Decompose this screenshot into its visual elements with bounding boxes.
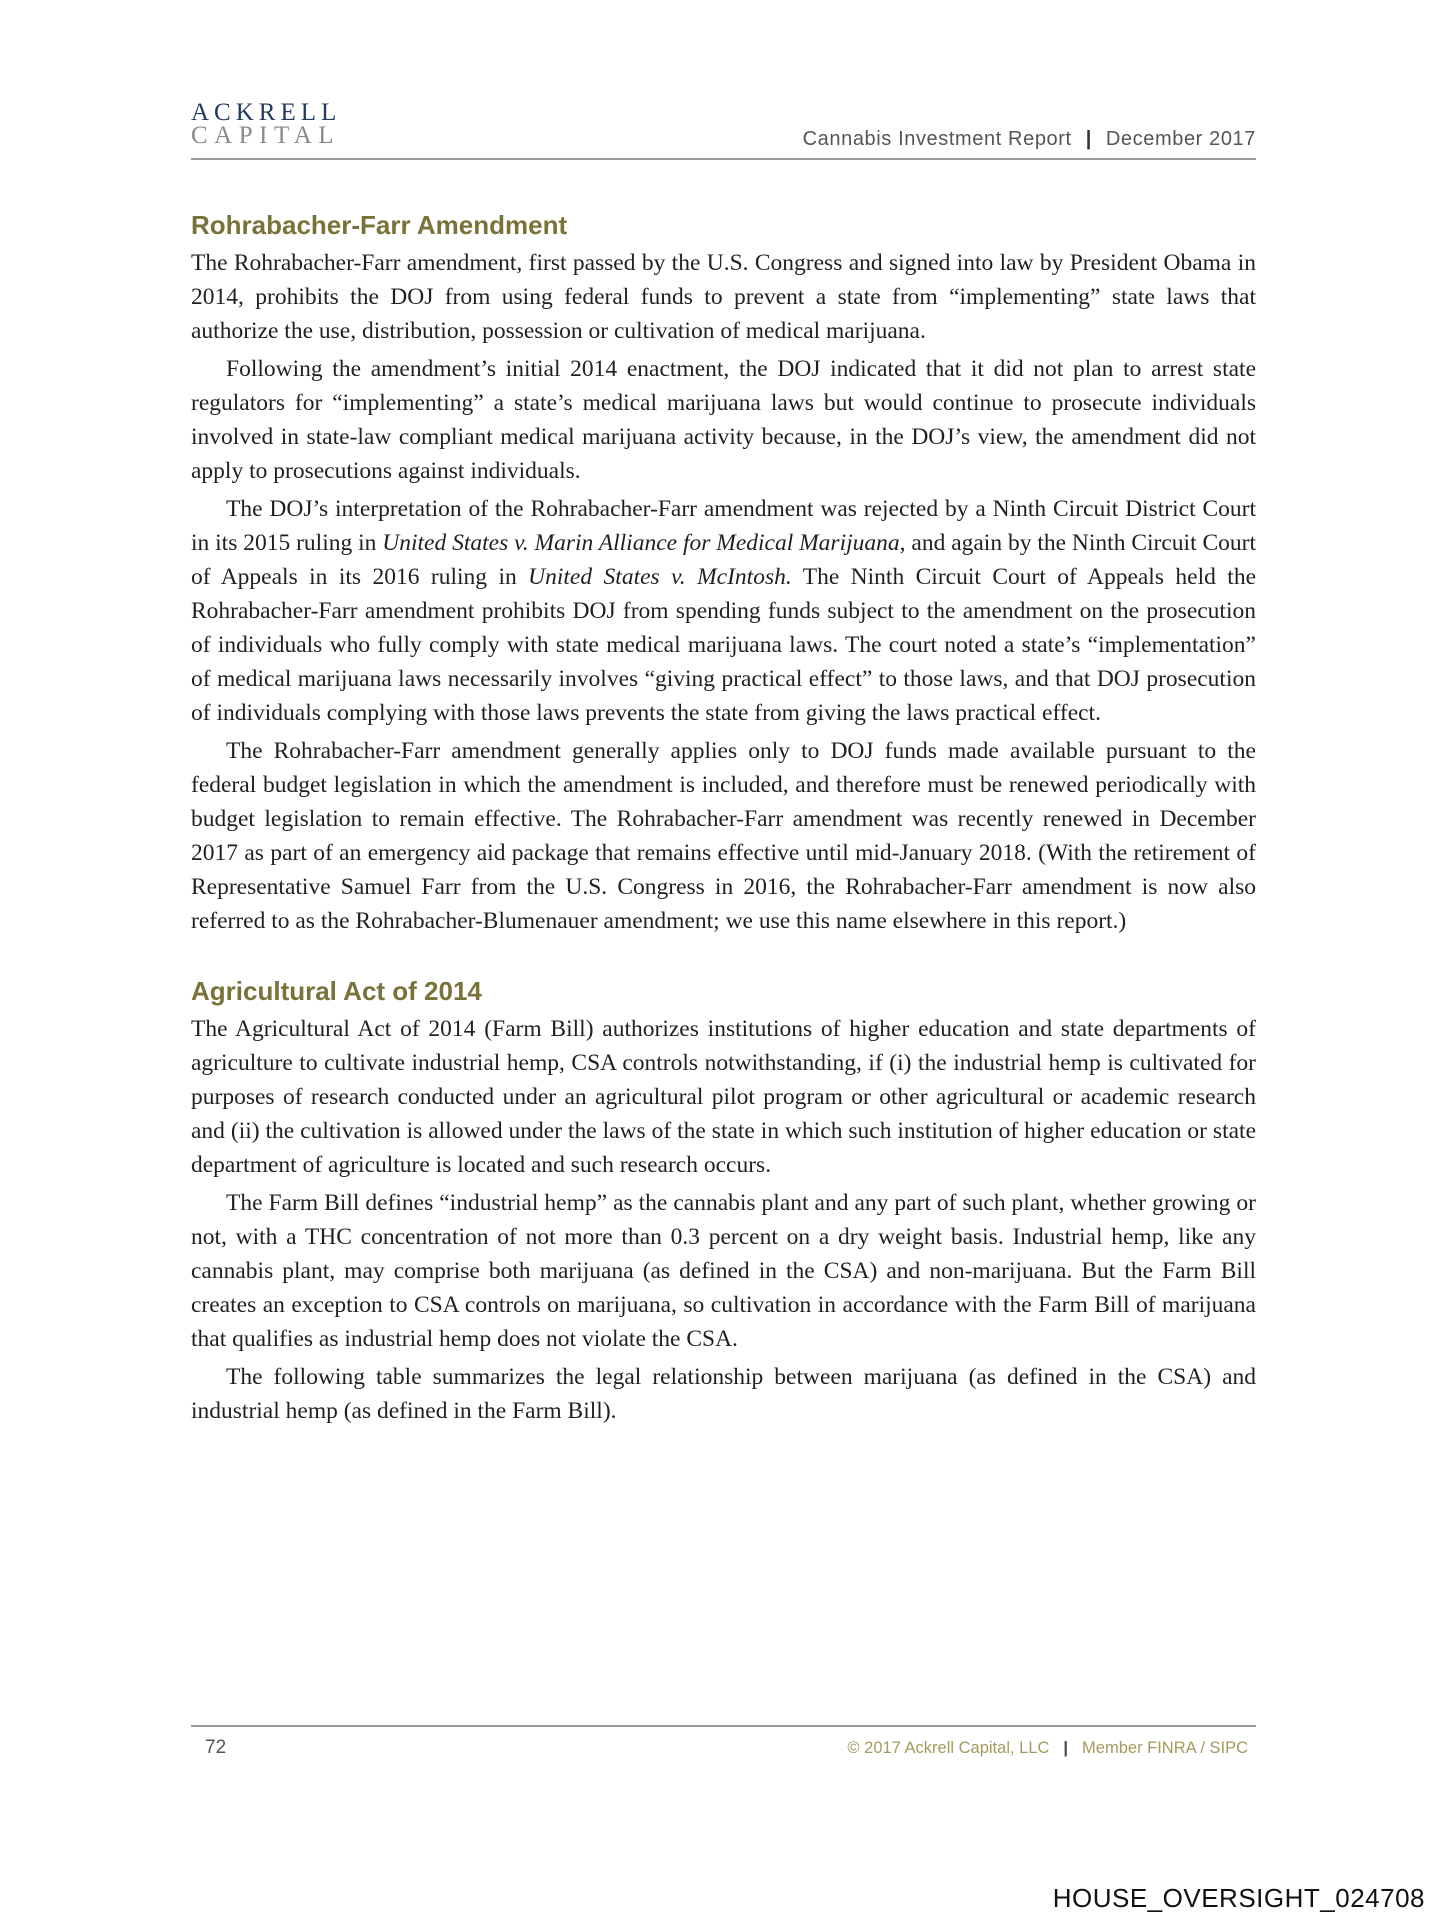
- header-rule: [191, 158, 1256, 160]
- member-text: Member FINRA / SIPC: [1082, 1739, 1248, 1757]
- report-header: [803, 128, 1256, 151]
- case-citation: United States v. McIntosh.: [528, 564, 792, 590]
- page-body: [191, 208, 1256, 1432]
- paragraph: The Rohrabacher-Farr amendment generally applies only to DOJ funds made available pursuant to the federal budget legislation in which the amendment is included, and therefore must be renewed periodically with budget legislation to remain effective. The Rohrabacher-Farr amendment was recently renewed in December 2017 as part of an emergency aid package that remains effective until mid-January 2018. (With the retirement of Representative Samuel Farr from the U.S. Congress in 2016, the Rohrabacher-Farr amendment is now also referred to as the Rohrabacher-Blumenauer amendment; we use this name elsewhere in this report.): [191, 738, 1256, 934]
- copyright-text: © 2017 Ackrell Capital, LLC: [847, 1739, 1050, 1757]
- logo-line-2: CAPITAL: [191, 122, 341, 149]
- footer-separator: |: [1063, 1739, 1069, 1757]
- document-id-stamp: HOUSE_OVERSIGHT_024708: [1052, 1883, 1425, 1913]
- paragraph: The Agricultural Act of 2014 (Farm Bill) authorizes institutions of higher education and state departments of agriculture to cultivate industrial hemp, CSA controls notwithstanding, if (i) the industrial hemp is cultivated for purposes of research conducted under an agricultural pilot program or other agricultural or academic research and (ii) the cultivation is allowed under the laws of the state in which such institution of higher education or state department of agriculture is located and such research occurs.: [191, 1016, 1256, 1178]
- report-title: Cannabis Investment Report: [802, 128, 1072, 150]
- section-heading-rohrabacher-farr: Rohrabacher-Farr Amendment: [191, 210, 568, 240]
- paragraph-text: and again by the Ninth Circuit Court of Appeals in its 2016 ruling in: [191, 530, 1256, 590]
- header-separator: |: [1085, 128, 1092, 150]
- footer-rule: [191, 1725, 1256, 1727]
- company-logo: [191, 101, 341, 147]
- paragraph: The following table summarizes the legal relationship between marijuana (as defined in the CSA) and industrial hemp (as defined in the Farm Bill).: [191, 1364, 1256, 1424]
- paragraph-text: The DOJ’s interpretation of the Rohrabacher-Farr amendment was rejected by a Ninth Circuit District Court in its 2015 ruling in: [191, 496, 1256, 556]
- page-number: 72: [205, 1737, 227, 1758]
- paragraph: Following the amendment’s initial 2014 enactment, the DOJ indicated that it did not plan to arrest state regulators for “implementing” a state’s medical marijuana laws but would continue to prosecute individuals involved in state-law compliant medical marijuana activity because, in the DOJ’s view, the amendment did not apply to prosecutions against individuals.: [191, 356, 1256, 484]
- footer-legal: [847, 1739, 1248, 1758]
- paragraph: The Rohrabacher-Farr amendment, first passed by the U.S. Congress and signed into law by President Obama in 2014, prohibits the DOJ from using federal funds to prevent a state from “implementing” state laws that authorize the use, distribution, possession or cultivation of medical marijuana.: [191, 250, 1256, 344]
- paragraph: The Farm Bill defines “industrial hemp” as the cannabis plant and any part of such plant, whether growing or not, with a THC concentration of not more than 0.3 percent on a dry weight basis. Industrial hemp, like any cannabis plant, may comprise both marijuana (as defined in the CSA) and non-marijuana. But the Farm Bill creates an exception to CSA controls on marijuana, so cultivation in accordance with the Farm Bill of marijuana that qualifies as industrial hemp does not violate the CSA.: [191, 1190, 1256, 1352]
- paragraph-text: The Ninth Circuit Court of Appeals held the Rohrabacher-Farr amendment prohibits DOJ from spending funds subject to the amendment on the prosecution of individuals who fully comply with state medical marijuana laws. The court noted a state’s “implementation” of medical marijuana laws necessarily involves “giving practical effect” to those laws, and that DOJ prosecution of individuals complying with those laws prevents the state from giving the laws practical effect.: [191, 564, 1256, 726]
- report-date: December 2017: [1105, 128, 1256, 150]
- logo-line-1: ACKRELL: [191, 99, 342, 126]
- paragraph-court-rulings: [191, 492, 1256, 730]
- case-citation: United States v. Marin Alliance for Medical Marijuana,: [382, 530, 906, 556]
- section-heading-agricultural-act: Agricultural Act of 2014: [191, 976, 482, 1006]
